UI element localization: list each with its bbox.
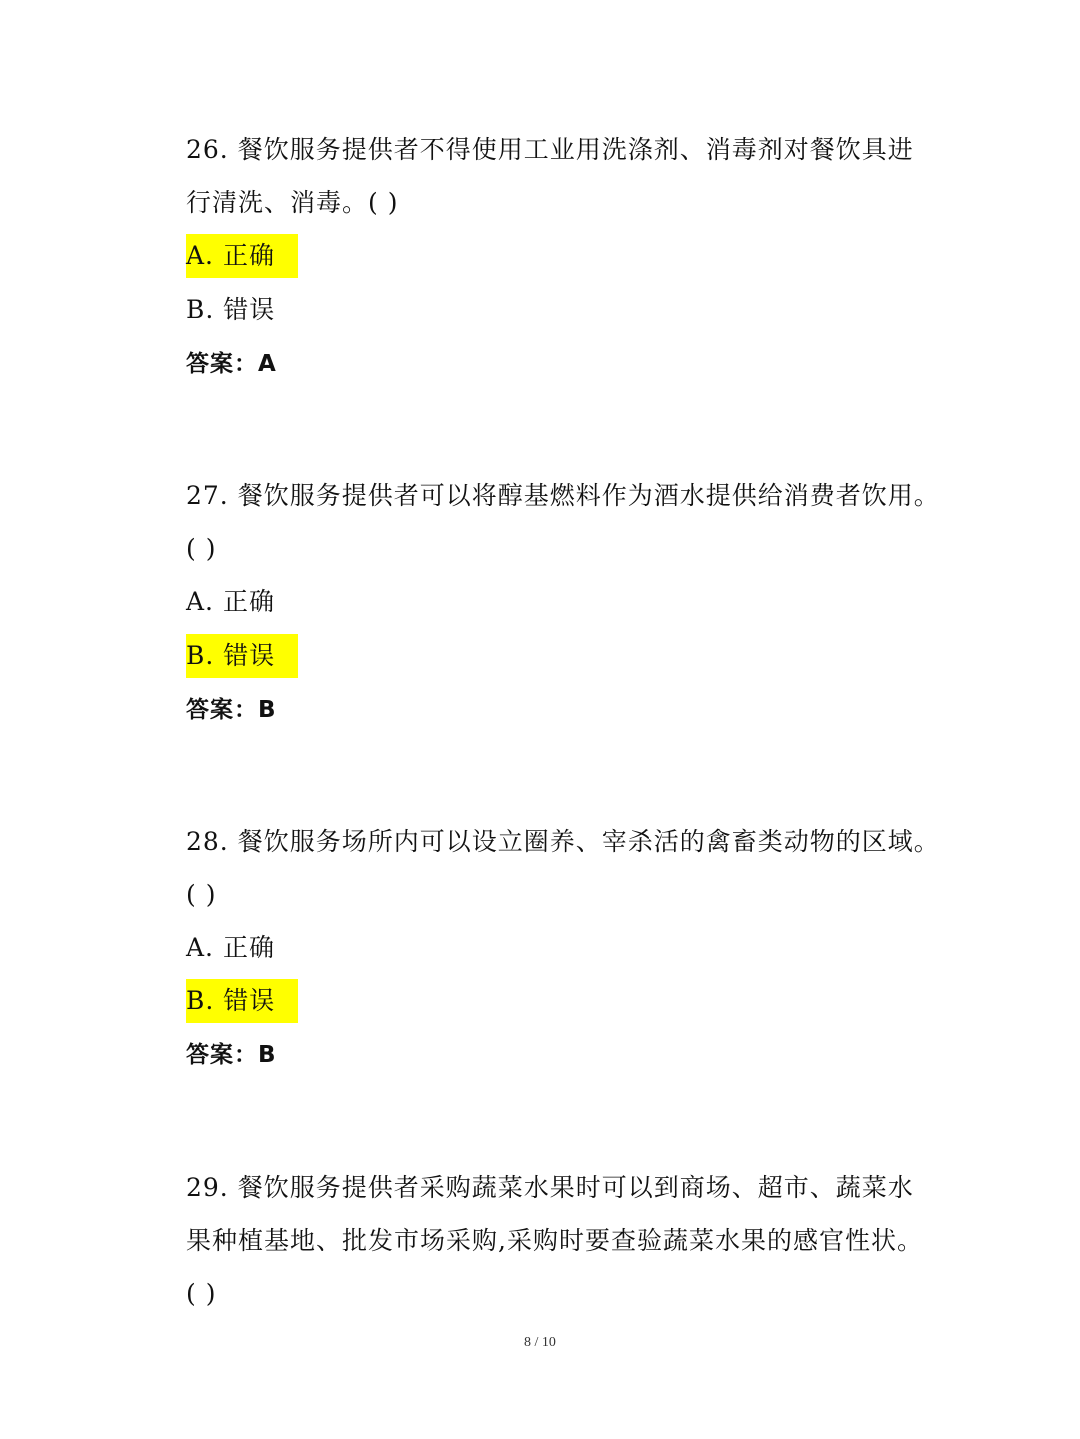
option-label: B. 错误 <box>186 295 276 324</box>
question-26-line-1: 26. 餐饮服务提供者不得使用工业用洗涤剂、消毒剂对餐饮具进 <box>186 135 914 164</box>
question-28-option-a <box>186 926 275 970</box>
question-28-option-b <box>186 979 298 1023</box>
page-number: 8 / 10 <box>524 1335 556 1350</box>
option-label: A. 正确 <box>186 933 275 962</box>
question-29-line-2: 果种植基地、批发市场采购,采购时要查验蔬菜水果的感官性状。 <box>186 1226 923 1255</box>
question-28-line-1: 28. 餐饮服务场所内可以设立圈养、宰杀活的禽畜类动物的区域。 <box>186 827 940 856</box>
option-label: A. 正确 <box>186 234 298 278</box>
question-27-answer: 答案：B <box>186 697 277 723</box>
question-29-line-3: ( ) <box>186 1279 217 1308</box>
question-29-line-1: 29. 餐饮服务提供者采购蔬菜水果时可以到商场、超市、蔬菜水 <box>186 1173 914 1202</box>
question-27-line-2: ( ) <box>186 534 217 563</box>
question-26-option-a <box>186 234 298 278</box>
option-label: A. 正确 <box>186 587 275 616</box>
question-26-answer: 答案：A <box>186 351 277 377</box>
question-27-line-1: 27. 餐饮服务提供者可以将醇基燃料作为酒水提供给消费者饮用。 <box>186 481 940 510</box>
question-28-line-2: ( ) <box>186 880 217 909</box>
question-27-option-b <box>186 634 298 678</box>
question-26-line-2: 行清洗、消毒。( ) <box>186 188 399 217</box>
option-label: B. 错误 <box>186 634 298 678</box>
question-28-answer: 答案：B <box>186 1042 277 1068</box>
option-label: B. 错误 <box>186 979 298 1023</box>
question-26-option-b <box>186 288 275 332</box>
question-27-option-a <box>186 580 275 624</box>
